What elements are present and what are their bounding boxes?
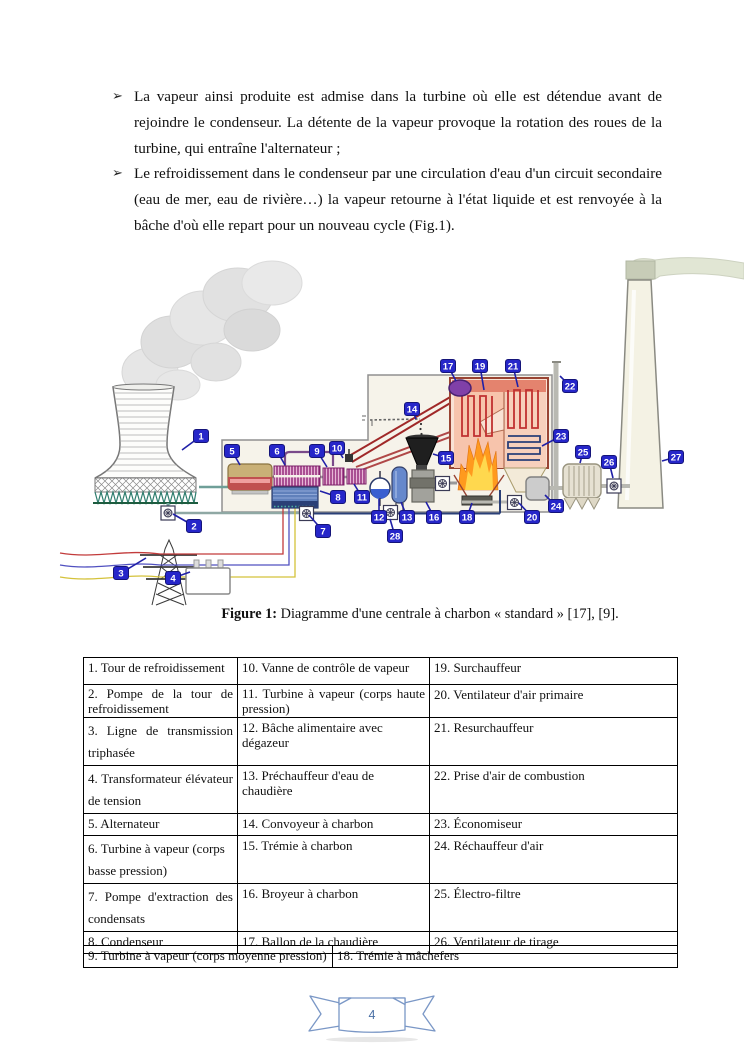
- table-row: [84, 836, 678, 884]
- table-cell: 18. Trémie à mâchefers: [333, 946, 678, 968]
- svg-text:27: 27: [670, 452, 682, 464]
- svg-text:20: 20: [526, 512, 538, 524]
- svg-text:3: 3: [118, 568, 124, 580]
- bullet-list: [112, 84, 662, 239]
- svg-text:25: 25: [577, 447, 589, 459]
- diagram-label-1: [182, 430, 209, 451]
- figure-1-diagram: [0, 250, 744, 610]
- table-cell: 11. Turbine à vapeur (corps haute pression): [238, 685, 430, 718]
- table-cell: 13. Préchauffeur d'eau de chaudière: [238, 766, 430, 814]
- table-row: [84, 658, 678, 685]
- cooling-tower: [92, 384, 202, 503]
- diagram-label-7: [309, 515, 331, 538]
- table-cell: 21. Resurchauffeur: [430, 718, 678, 766]
- svg-text:11: 11: [356, 492, 368, 504]
- diagram-label-25: [576, 446, 591, 464]
- electro-filter: [563, 464, 601, 509]
- svg-text:2: 2: [191, 521, 197, 533]
- parts-table-last-row: [83, 945, 678, 968]
- table-cell: 17. Ballon de la chaudière: [238, 932, 430, 954]
- figure-caption-label: Figure 1:: [221, 606, 278, 622]
- diagram-label-26: [602, 456, 617, 479]
- figure-caption-text: Diagramme d'une centrale à charbon « standard » [17], [9].: [277, 606, 619, 622]
- induced-draught-fan: [607, 479, 621, 493]
- svg-text:5: 5: [229, 446, 235, 458]
- svg-text:16: 16: [428, 512, 440, 524]
- table-row: [84, 766, 678, 814]
- svg-text:1: 1: [198, 431, 204, 443]
- ribbon-left-tail: [309, 996, 340, 1031]
- table-cell: 2. Pompe de la tour de refroidissement: [84, 685, 238, 718]
- bullet-text: Le refroidissement dans le condenseur par une circulation d'eau d'un circuit secondaire (eau de mer, eau de rivière…) la vapeur retourne à l'état liquide et est renvoyée à la bâche d'où elle repart pour un nouveau cycle (Fig.1).: [134, 165, 662, 234]
- table-cell: 4. Transformateur élévateur de tension: [84, 766, 238, 814]
- table-cell: 19. Surchauffeur: [430, 658, 678, 685]
- table-cell: 25. Électro-filtre: [430, 884, 678, 932]
- table-cell: 3. Ligne de transmission triphasée: [84, 718, 238, 766]
- svg-text:23: 23: [555, 431, 567, 443]
- svg-text:17: 17: [442, 361, 454, 373]
- table-cell: 23. Économiseur: [430, 814, 678, 836]
- table-cell: 26. Ventilateur de tirage: [430, 932, 678, 954]
- svg-text:7: 7: [320, 526, 326, 538]
- svg-text:13: 13: [401, 512, 413, 524]
- table-cell: 5. Alternateur: [84, 814, 238, 836]
- chimney: [618, 258, 744, 508]
- table-cell: 10. Vanne de contrôle de vapeur: [238, 658, 430, 685]
- table-cell: 16. Broyeur à charbon: [238, 884, 430, 932]
- mill-valve: [436, 477, 450, 491]
- parts-table: [83, 657, 678, 954]
- condenser: [272, 487, 318, 508]
- footer-ribbon: [306, 991, 438, 1043]
- table-cell: 1. Tour de refroidissement: [84, 658, 238, 685]
- table-row: [84, 946, 678, 968]
- svg-text:19: 19: [474, 361, 486, 373]
- table-cell: 6. Turbine à vapeur (corps basse pression): [84, 836, 238, 884]
- bullet-item: [112, 161, 662, 238]
- svg-text:24: 24: [550, 501, 562, 513]
- bullet-arrow-icon: ➢: [112, 89, 123, 104]
- page-number: 4: [368, 1008, 376, 1022]
- table-cell: 24. Réchauffeur d'air: [430, 836, 678, 884]
- steam-plume: [122, 261, 302, 400]
- diagram-label-27: [662, 451, 684, 464]
- table-row: [84, 718, 678, 766]
- svg-text:12: 12: [373, 512, 385, 524]
- svg-text:21: 21: [507, 361, 519, 373]
- ribbon-right-tail: [404, 996, 435, 1031]
- table-cell: 20. Ventilateur d'air primaire: [430, 685, 678, 718]
- svg-text:28: 28: [389, 531, 401, 543]
- bullet-item: [112, 84, 662, 161]
- svg-text:18: 18: [461, 512, 473, 524]
- generator: [228, 464, 272, 494]
- svg-text:6: 6: [274, 446, 280, 458]
- figure-caption: [120, 606, 720, 623]
- mp-turbine: [323, 468, 344, 485]
- table-cell: 9. Turbine à vapeur (corps moyenne pression): [84, 946, 333, 968]
- svg-text:8: 8: [335, 492, 341, 504]
- svg-text:4: 4: [170, 573, 176, 585]
- bullet-text: La vapeur ainsi produite est admise dans la turbine où elle est détendue avant de rejoindre le condenseur. La détente de la vapeur provoque la rotation des roues de la turbine, qui entraîne l'alternateur ;: [134, 88, 662, 157]
- bullet-arrow-icon: ➢: [112, 166, 123, 182]
- table-row: [84, 814, 678, 836]
- table-cell: 8. Condenseur: [84, 932, 238, 954]
- table-cell: 7. Pompe d'extraction des condensats: [84, 884, 238, 932]
- cooling-tower-pump: [161, 506, 175, 520]
- table-cell: 14. Convoyeur à charbon: [238, 814, 430, 836]
- svg-text:9: 9: [314, 446, 320, 458]
- svg-text:26: 26: [603, 457, 615, 469]
- table-row: [84, 884, 678, 932]
- primary-air-fan: [508, 496, 522, 510]
- boiler-drum: [449, 380, 471, 396]
- table-cell: 15. Trémie à charbon: [238, 836, 430, 884]
- feedwater-preheater: [392, 467, 407, 503]
- svg-text:14: 14: [406, 404, 418, 416]
- steam-valve: [345, 454, 353, 462]
- svg-text:10: 10: [331, 443, 343, 455]
- diagram-label-2: [173, 514, 202, 533]
- table-cell: 12. Bâche alimentaire avec dégazeur: [238, 718, 430, 766]
- svg-text:15: 15: [440, 453, 452, 465]
- table-cell: 22. Prise d'air de combustion: [430, 766, 678, 814]
- diagram-label-22: [560, 376, 578, 393]
- svg-text:22: 22: [564, 381, 576, 393]
- hp-turbine: [347, 469, 366, 484]
- table-row: [84, 685, 678, 718]
